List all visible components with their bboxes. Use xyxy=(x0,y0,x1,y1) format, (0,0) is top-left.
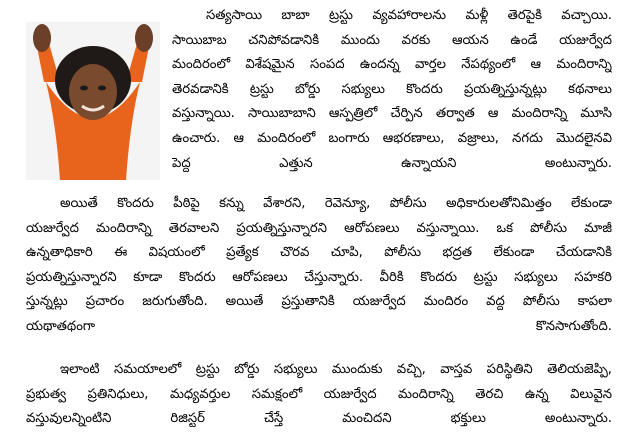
paragraph-line: ఉంచారు. ఆ మందిరంలో బంగారు ఆభరణాలు, వజ్రాలు, నగదు మొదలైనవి xyxy=(172,130,612,146)
paragraph-line: ఉన్నతాధికారి ఈ విషయంలో ప్రత్యేక చొరవ చూపి, పోలీసు భద్రత లేకుండా చేయడానికి xyxy=(26,245,612,261)
paragraph-line: పెద్ద ఎత్తున ఉన్నాయని అంటున్నారు. xyxy=(172,155,612,171)
paragraph-line: వస్తున్నాయి. సాయిబాబాని ఆస్పత్రిలో చేర్పిన తర్వాత ఆ మందిరాన్ని మూసి xyxy=(172,106,612,122)
paragraph-line: ప్రయత్నిస్తున్నారని కూడా కొందరు ఆరోపణలు చేస్తున్నారు. వీరికి కొందరు ట్రస్టు సభ్యులు సహకరి xyxy=(26,269,612,285)
paragraph-line: యజుర్వేద మందిరాన్ని తెరవాలని ప్రయత్నిస్తున్నారని ఆరోపణలు వస్తున్నాయి. ఒక పోలీసు మాజీ xyxy=(26,220,612,236)
paragraph-line: ఇలాంటి సమయాలలో ట్రస్టు బోర్డు సభ్యులు ముందుకు వచ్చి, వాస్తవ పరిస్థితిని తెలియజెప్పి, xyxy=(60,362,612,377)
paragraph-line: సత్యసాయి బాబా ట్రస్టు వ్యవహారాలను మళ్లీ తెరపైకి వచ్చాయి. xyxy=(206,8,612,23)
paragraph-line: ప్రభుత్వ ప్రతినిధులు, మధ్యవర్తుల సమక్షంలో యజుర్వేద మందిరాన్ని తెరచి ఉన్న విలువైన xyxy=(26,386,612,402)
paragraph-line: సాయిబాబ చనిపోవడానికి ముందు వరకు ఆయన ఉండే యజుర్వేద xyxy=(172,32,612,48)
paragraph-line: వస్తువులన్నింటిని రిజిస్టర్ చేస్తే మంచిదని భక్తులు అంటున్నారు. xyxy=(26,411,612,427)
paragraph-line: మందిరంలో విశేషమైన సంపద ఉందన్న వార్తల నేపథ్యంలో ఆ మందిరాన్ని xyxy=(172,57,612,73)
paragraph-line: యథాతథంగా కొనసాగుతోంది. xyxy=(26,318,612,334)
paragraph-line: స్తున్నట్లు ప్రచారం జరుగుతోంది. అయితే ప్రస్తుతానికి యజుర్వేద మందిరం వద్ద పోలీసు కాపలా xyxy=(26,294,612,310)
paragraph-line: తెరవడానికి ట్రస్టు బోర్డు సభ్యులు కొందరు ప్రయత్నిస్తున్నట్లు కథనాలు xyxy=(172,81,612,97)
paragraph-2 xyxy=(26,192,612,340)
paragraph-line: అయితే కొందరు పీఠిపై కన్ను వేశారని, రెవెన్యూ, పోలీసు అధికారులతోనిమిత్తం లేకుండా xyxy=(60,196,612,211)
portrait-photo xyxy=(26,22,160,180)
portrait-image xyxy=(26,22,160,180)
paragraph-3 xyxy=(26,358,612,432)
paragraph-1 xyxy=(172,4,612,176)
